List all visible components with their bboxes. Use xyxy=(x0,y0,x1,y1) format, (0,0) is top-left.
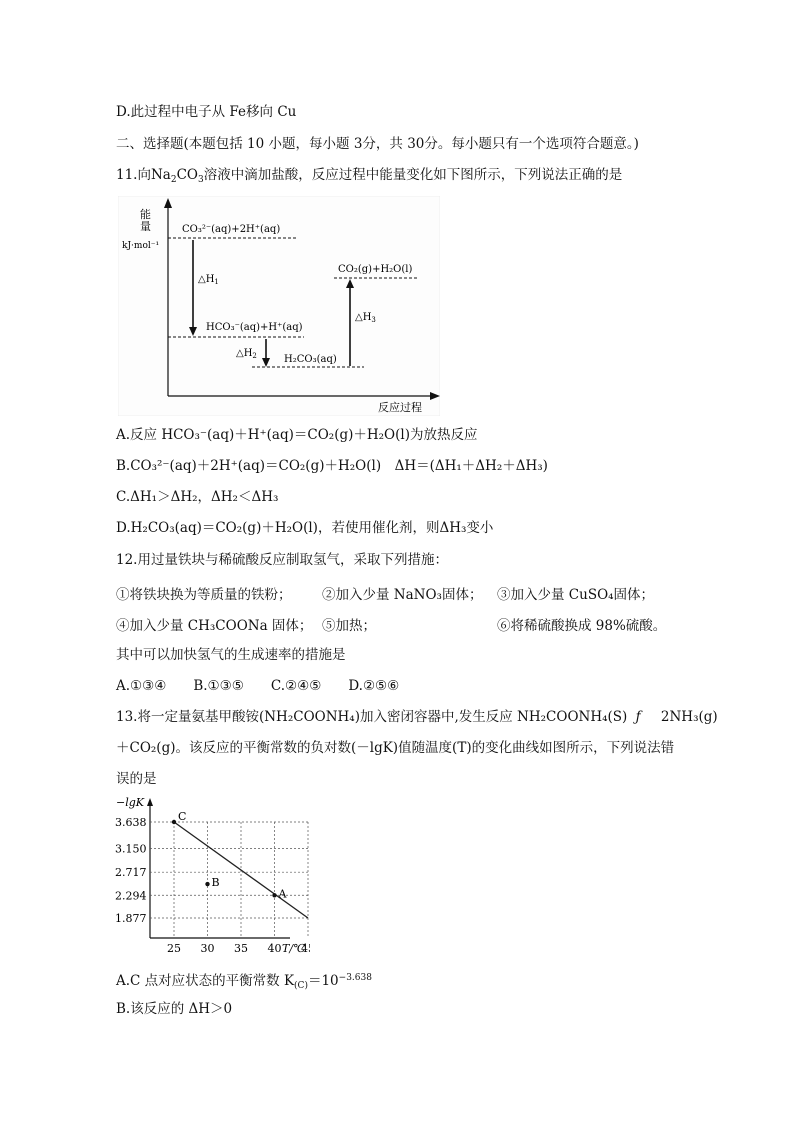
chart-y-tick-label: 3.150 xyxy=(115,842,147,856)
q13-option-a-sup: −3.638 xyxy=(338,973,372,983)
q13-option-b: B.该反应的 ΔH＞0 xyxy=(116,1001,233,1017)
q12-measure-5: ⑤加热； xyxy=(322,618,376,634)
lgk-chart-svg xyxy=(114,792,310,958)
chart-y-tick-label: 2.294 xyxy=(115,889,147,903)
section-heading: 二、选择题(本题包括 10 小题，每小题 3分，共 30分。每小题只有一个选项符合题意。) xyxy=(116,136,639,152)
chart-point-a xyxy=(272,893,276,897)
chart-point-label-c: C xyxy=(178,810,187,823)
q13-line-1 xyxy=(116,708,718,726)
y-unit: kJ·mol⁻¹ xyxy=(122,241,160,251)
energy-diagram xyxy=(118,196,440,416)
y-label-1: 能 xyxy=(140,208,151,221)
q13-option-a-sub: (C) xyxy=(294,981,308,991)
level-4-label: CO₂(g)+H₂O(l) xyxy=(338,264,413,275)
level-2-label: HCO₃⁻(aq)+H⁺(aq) xyxy=(206,322,303,333)
energy-diagram-svg xyxy=(118,196,440,416)
q12-measure-2: ②加入少量 NaNO₃固体； xyxy=(322,587,483,603)
chart-y-tick-label: 1.877 xyxy=(115,912,147,925)
q11-option-b: B.CO₃²⁻(aq)＋2H⁺(aq)＝CO₂(g)＋H₂O(l) ΔH＝(ΔH₁＋ΔH₂＋ΔH₃) xyxy=(116,458,548,474)
equilibrium-symbol: ƒ xyxy=(635,709,641,725)
chart-y-label: −lgK xyxy=(116,796,144,809)
chem-na: Na xyxy=(150,167,171,183)
dh3-sub: 3 xyxy=(371,316,376,324)
q12-stem: 12.用过量铁块与稀硫酸反应制取氢气，采取下列措施： xyxy=(116,552,448,568)
x-label: 反应过程 xyxy=(378,401,422,414)
q11-stem-prefix: 11.向 xyxy=(116,167,151,183)
q12-measure-3: ③加入少量 CuSO₄固体； xyxy=(497,587,655,603)
q12-measure-6: ⑥将稀硫酸换成 98%硫酸。 xyxy=(497,618,667,634)
dh2-sub: 2 xyxy=(252,352,257,360)
chem-sub-3: 3 xyxy=(198,175,204,185)
q13-option-a-eq: ＝10 xyxy=(307,973,339,989)
chart-y-arrow xyxy=(147,798,153,806)
chart-point-b xyxy=(205,882,209,886)
chart-point-c xyxy=(172,820,176,824)
chart-point-label-b: B xyxy=(211,876,220,890)
q12-choices: A.①③④ B.①③⑤ C.②④⑤ D.②⑤⑥ xyxy=(116,678,400,694)
q13-option-a-text: A.C 点对应状态的平衡常数 K xyxy=(116,973,295,989)
chart-x-label: T/℃ xyxy=(282,942,306,955)
q13-line-3: 误的是 xyxy=(116,771,157,787)
q11-option-a: A.反应 HCO₃⁻(aq)＋H⁺(aq)＝CO₂(g)＋H₂O(l)为放热反应 xyxy=(116,427,478,443)
chart-y-tick-label: 2.717 xyxy=(115,866,147,880)
chem-co: CO xyxy=(176,167,198,183)
chart-y-tick-label: 3.638 xyxy=(115,816,147,829)
q12-measure-1: ①将铁块换为等质量的铁粉； xyxy=(116,587,292,603)
q12-ask: 其中可以加快氢气的生成速率的措施是 xyxy=(116,647,346,663)
chart-point-label-a: A xyxy=(278,887,287,901)
level-1-label: CO₃²⁻(aq)+2H⁺(aq) xyxy=(182,224,281,235)
q11-stem-rest: 溶液中滴加盐酸，反应过程中能量变化如下图所示，下列说法正确的是 xyxy=(203,167,623,183)
dh2-text: △H xyxy=(236,348,253,359)
lgk-chart xyxy=(114,792,310,958)
dh1-text: △H xyxy=(198,274,215,285)
chart-x-tick-label: 4 xyxy=(301,942,308,955)
dh1-sub: 1 xyxy=(214,278,219,286)
level-3-label: H₂CO₃(aq) xyxy=(284,354,337,365)
q13-line-1b: 2NH₃(g) xyxy=(660,709,718,725)
chart-x-tick-label: 40 xyxy=(267,942,282,955)
q10-option-d: D.此过程中电子从 Fe移向 Cu xyxy=(116,104,297,120)
chart-x-tick-label: 35 xyxy=(234,942,248,955)
q11-stem xyxy=(116,166,622,189)
q12-measure-4: ④加入少量 CH₃COONa 固体； xyxy=(116,618,313,634)
dh3-text: △H xyxy=(355,312,372,323)
chart-x-tick-label: 30 xyxy=(200,942,215,955)
q11-option-c: C.ΔH₁＞ΔH₂，ΔH₂＜ΔH₃ xyxy=(116,489,279,505)
q13-line-1a: 13.将一定量氨基甲酸铵(NH₂COONH₄)加入密闭容器中,发生反应 NH₂COONH₄(S) xyxy=(116,709,628,725)
chem-sub-2: 2 xyxy=(170,175,177,185)
chart-x-tick-label: 25 xyxy=(167,942,181,955)
q13-option-a xyxy=(116,969,372,995)
q13-line-2: ＋CO₂(g)。该反应的平衡常数的负对数(－lgK)值随温度(T)的变化曲线如图所示，下列说法错 xyxy=(116,740,675,756)
y-label-2: 量 xyxy=(140,220,151,233)
q11-option-d: D.H₂CO₃(aq)＝CO₂(g)＋H₂O(l)，若使用催化剂，则ΔH₃变小 xyxy=(116,520,494,536)
